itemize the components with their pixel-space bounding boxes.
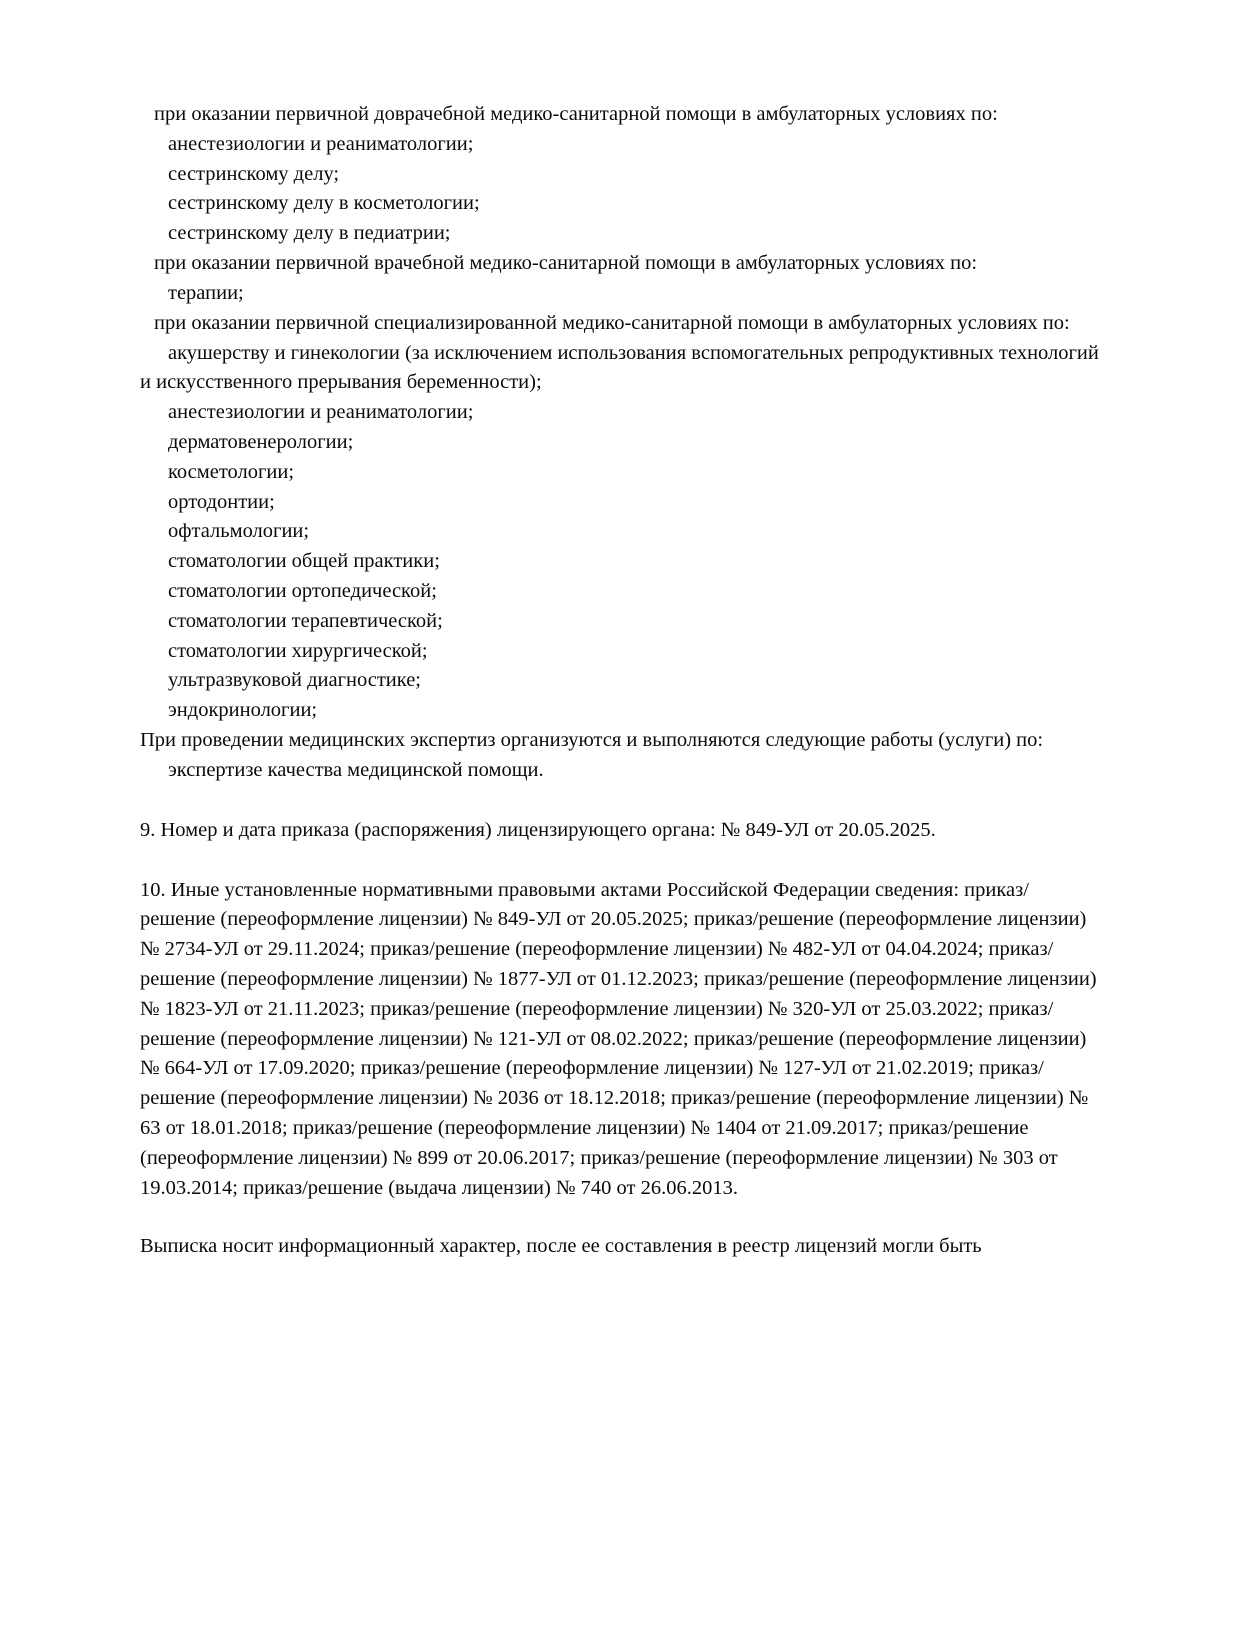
paragraph-spacer (140, 846, 1100, 876)
service-group-heading: при оказании первичной доврачебной медико-санитарной помощи в амбулаторных условиях по: (154, 103, 998, 125)
service-group-heading: при оказании первичной врачебной медико-санитарной помощи в амбулаторных условиях по: (154, 252, 978, 275)
service-item: сестринскому делу в косметологии; (168, 192, 480, 215)
service-item: стоматологии терапевтической; (168, 609, 443, 632)
service-item: ортодонтии; (168, 490, 275, 513)
document-body (140, 100, 1100, 1262)
expertise-item: экспертизе качества медицинской помощи. (168, 758, 544, 781)
informational-note: Выписка носит информационный характер, после ее составления в реестр лицензий могли быть (140, 1235, 982, 1258)
service-item: стоматологии хирургической; (168, 639, 428, 662)
service-item: сестринскому делу в педиатрии; (168, 222, 451, 245)
service-group-heading: при оказании первичной специализированной медико-санитарной помощи в амбулаторных условиях по: (154, 311, 1070, 334)
service-item: сестринскому делу; (168, 162, 340, 185)
service-item: косметологии; (168, 460, 295, 483)
paragraph-spacer (140, 1203, 1100, 1232)
service-item: ультразвуковой диагностике; (168, 669, 421, 692)
service-item: стоматологии общей практики; (168, 550, 440, 573)
service-item: стоматологии ортопедической; (168, 580, 437, 602)
service-item: анестезиологии и реаниматологии; (168, 132, 474, 155)
service-item: акушерству и гинекологии (за исключением использования вспомогательных репродуктивных технологий и искусственного прерывания беременности); (140, 341, 1099, 394)
service-item: офтальмологии; (168, 520, 310, 543)
item-9-order-number-date: 9. Номер и дата приказа (распоряжения) лицензирующего органа: № 849-УЛ от 20.05.2025. (140, 818, 936, 841)
item-10-other-information: 10. Иные установленные нормативными правовыми актами Российской Федерации сведения: приказ/решение (переоформление лицензии) № 849-УЛ от 20.05.2025; приказ/решение (переоформление лицензии) № 2734-УЛ от 29.11.2024; приказ/решение (переоформление лицензии) № 482-УЛ от 04.04.2024; приказ/решение (переоформление лицензии) № 1877-УЛ от 01.12.2023; приказ/решение (переоформление лицензии) № 1823-УЛ от 21.11.2023; приказ/решение (переоформление лицензии) № 320-УЛ от 25.03.2022; приказ/решение (переоформление лицензии) № 121-УЛ от 08.02.2022; приказ/решение (переоформление лицензии) № 664-УЛ от 17.09.2020; приказ/решение (переоформление лицензии) № 127-УЛ от 21.02.2019; приказ/решение (переоформление лицензии) № 2036 от 18.12.2018; приказ/решение (переоформление лицензии) № 63 от 18.01.2018; приказ/решение (переоформление лицензии) № 1404 от 21.09.2017; приказ/решение (переоформление лицензии) № 899 от 20.06.2017; приказ/решение (переоформление лицензии) № 303 от 19.03.2014; приказ/решение (выдача лицензии) № 740 от 26.06.2013. (140, 878, 1097, 1199)
service-item: анестезиологии и реаниматологии; (168, 401, 474, 424)
expertise-heading: При проведении медицинских экспертиз организуются и выполняются следующие работы (услуги) по: (140, 729, 1044, 752)
service-item: дерматовенерологии; (168, 430, 354, 453)
service-item: терапии; (168, 281, 244, 304)
paragraph-spacer (140, 786, 1100, 816)
service-item: эндокринологии; (168, 699, 318, 722)
